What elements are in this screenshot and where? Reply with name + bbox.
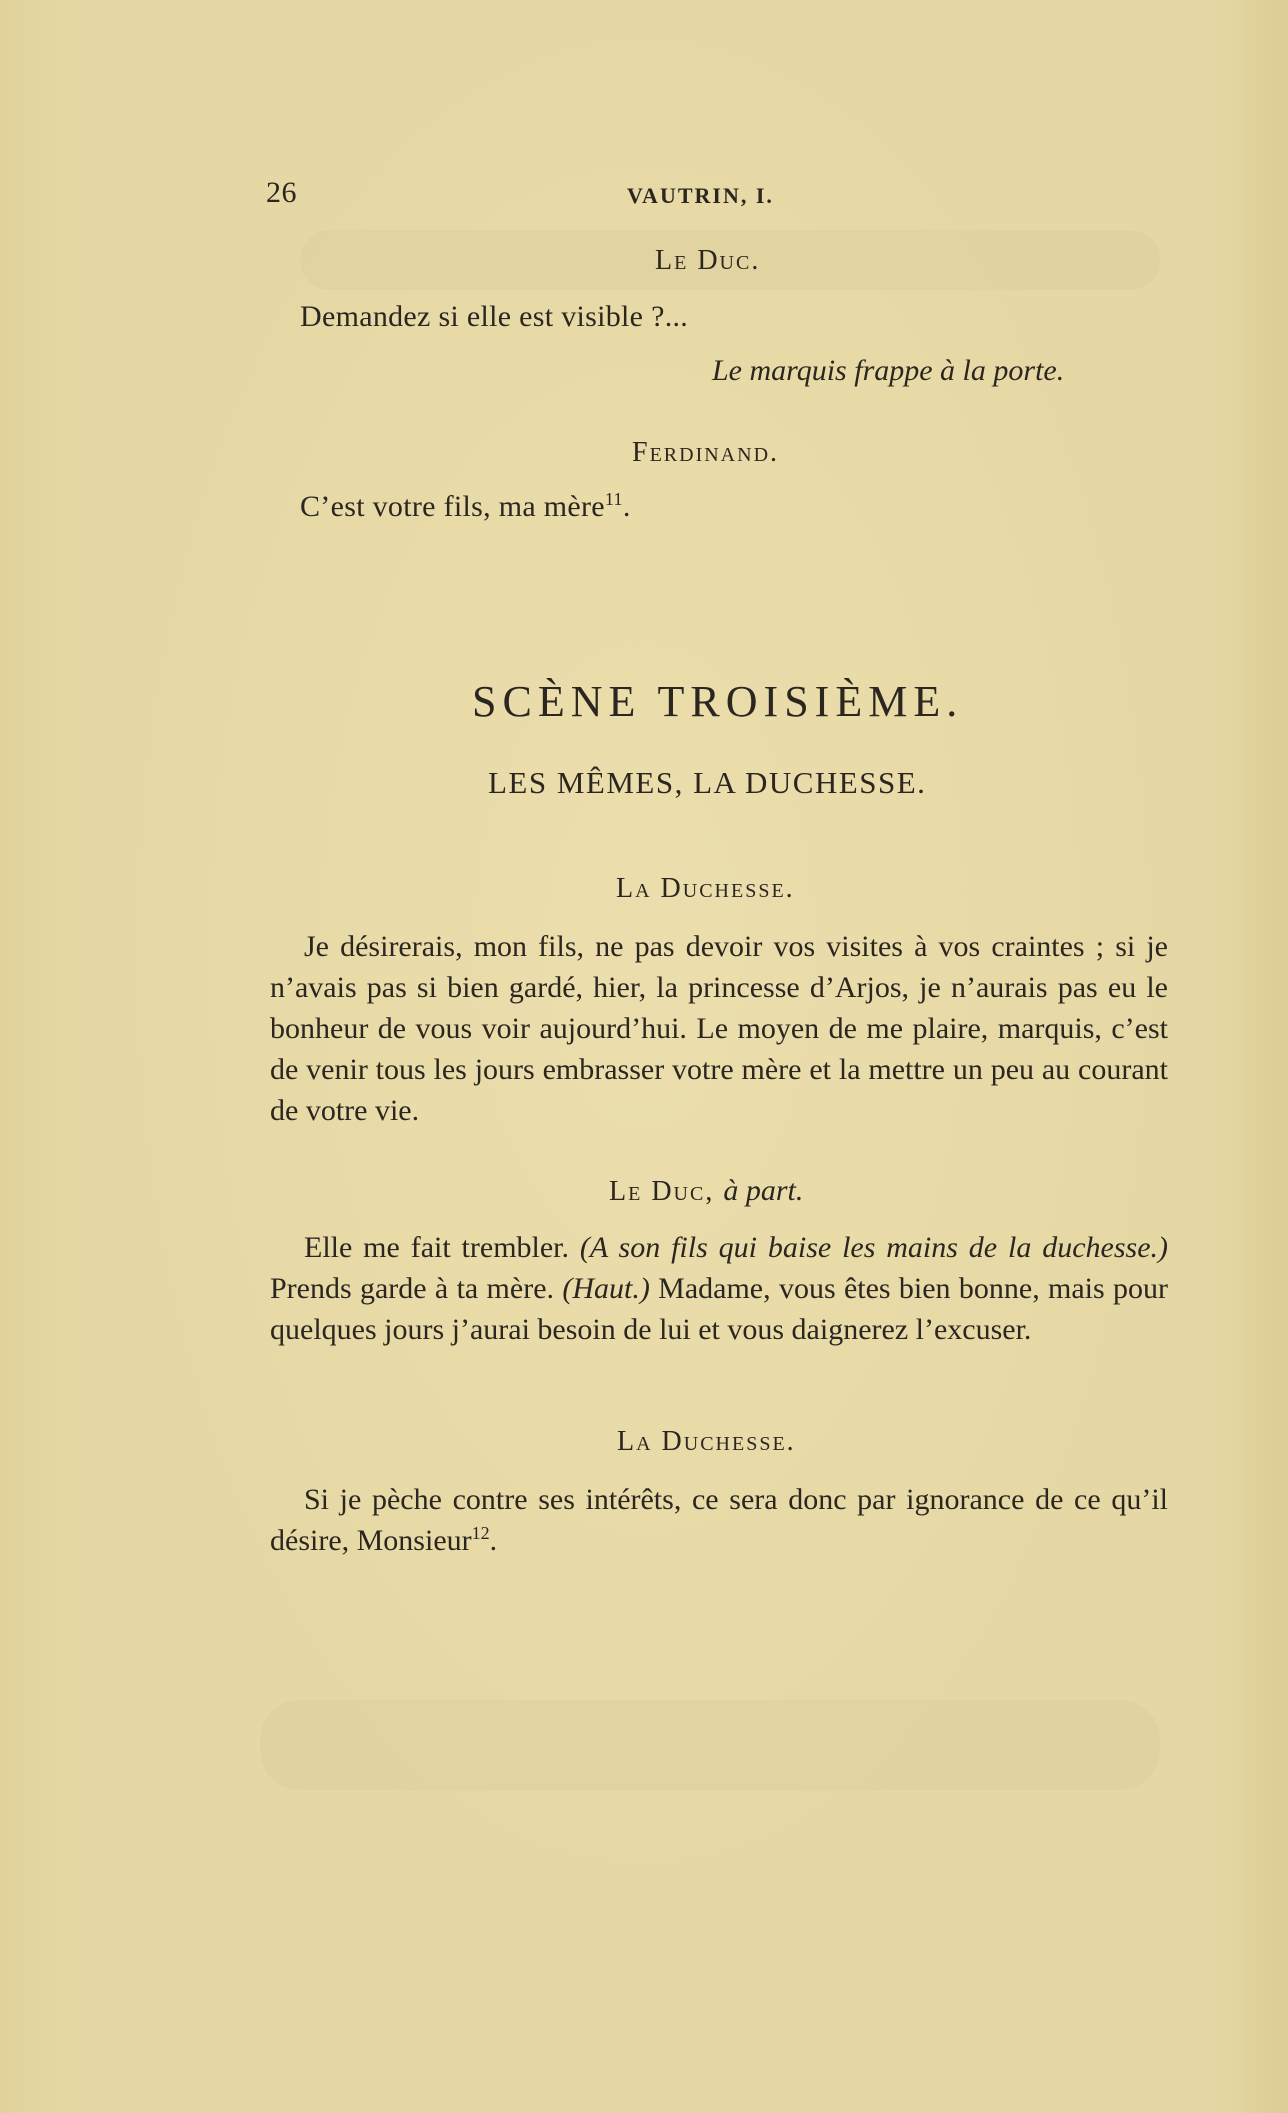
dialogue-text: C’est votre fils, ma mère — [300, 490, 605, 523]
speaker-name: Le Duc, — [609, 1176, 715, 1207]
dialogue-text: Prends garde à ta mère. — [270, 1272, 555, 1305]
scene-title: SCÈNE TROISIÈME. — [472, 677, 964, 726]
paper-stain — [260, 1700, 1160, 1790]
speaker-le-duc-aside — [609, 1174, 803, 1208]
speaker-la-duchesse: La Duchesse. — [616, 873, 795, 904]
dialogue-paragraph — [270, 1479, 1168, 1561]
speaker-aside: à part. — [723, 1174, 804, 1207]
speaker-la-duchesse: La Duchesse. — [617, 1426, 796, 1457]
page-number: 26 — [266, 176, 297, 209]
dialogue-punct: . — [622, 490, 631, 523]
dialogue-line: Demandez si elle est visible ?... — [300, 300, 689, 333]
speaker-ferdinand: Ferdinand. — [632, 437, 780, 468]
dialogue-text: Si je pèche contre ses intérêts, ce sera donc par ignorance de ce qu’il désire, Monsieur — [270, 1483, 1168, 1557]
dialogue-text: Je désirerais, mon fils, ne pas devoir vos visites à vos craintes ; si je n’avais pas si bien gardé, hier, la princesse d’Arjos, je n’aurais pas eu le bonheur de vous voir aujourd’hui. Le moyen de me plaire, marquis, c’est de venir tous les jours embrasser votre mère et la mettre un peu au courant de votre vie. — [270, 930, 1168, 1127]
stage-direction: Le marquis frappe à la porte. — [712, 354, 1065, 387]
speaker-le-duc: Le Duc. — [655, 245, 761, 276]
stage-direction: (A son fils qui baise les mains de la duchesse.) — [579, 1231, 1168, 1264]
dialogue-punct: . — [489, 1524, 498, 1557]
dialogue-text: Elle me fait trembler. — [304, 1231, 570, 1264]
dialogue-text: Madame, vous êtes bien bonne, mais pour quelques jours j’aurai besoin de lui et vous daignerez l’excuser. — [270, 1272, 1168, 1346]
dialogue-paragraph — [270, 926, 1168, 1131]
scene-cast: LES MÊMES, LA DUCHESSE. — [488, 765, 927, 800]
stage-direction: (Haut.) — [562, 1272, 650, 1305]
dialogue-paragraph — [270, 1227, 1168, 1350]
running-head: VAUTRIN, I. — [627, 183, 774, 208]
footnote-ref[interactable]: 11 — [604, 489, 623, 509]
dialogue-line — [300, 490, 631, 524]
footnote-ref[interactable]: 12 — [471, 1523, 490, 1543]
